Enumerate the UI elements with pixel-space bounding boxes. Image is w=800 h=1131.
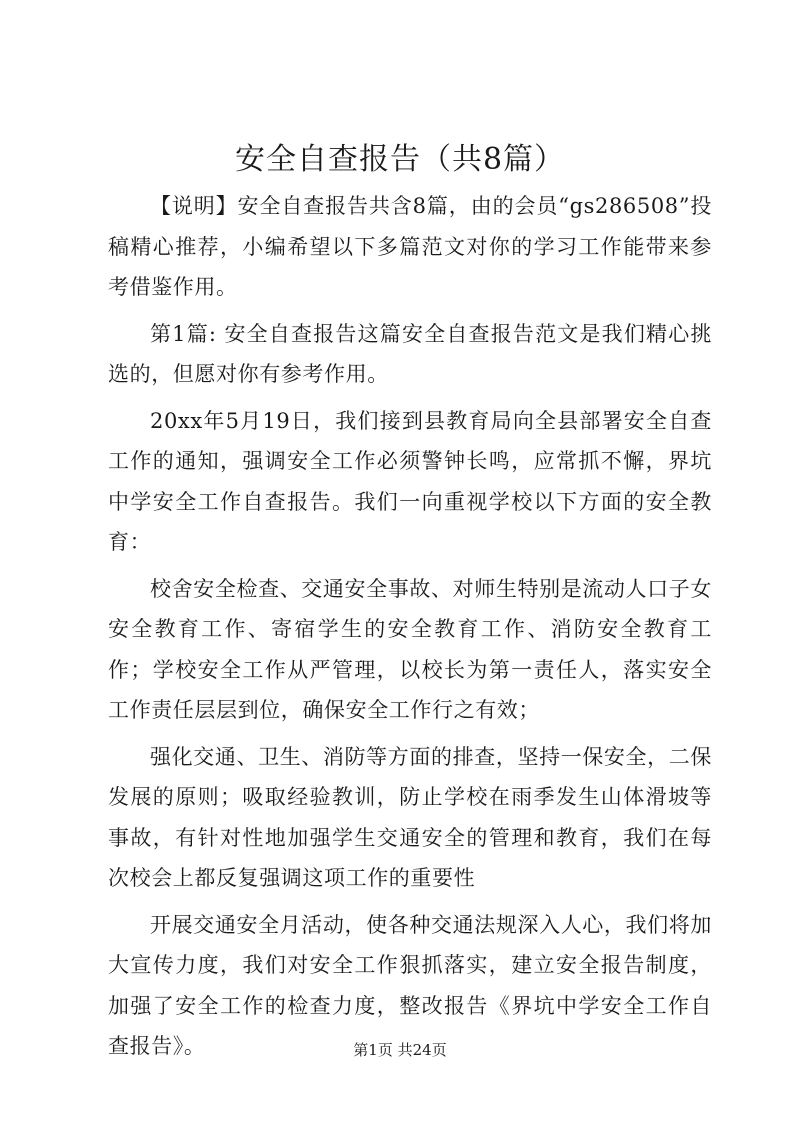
document-body [108, 186, 712, 1073]
paragraph-notice: 20xx年5月19日，我们接到县教育局向全县部署安全自查工作的通知，强调安全工作必须警钟长鸣，应常抓不懈，界坑中学安全工作自查报告。我们一向重视学校以下方面的安全教育： [108, 408, 712, 554]
page-number-footer: 第1页 共24页 [353, 1041, 447, 1059]
paragraph-traffic-month: 开展交通安全月活动，使各种交通法规深入人心，我们将加大宣传力度，我们对安全工作狠抓落实，建立安全报告制度，加强了安全工作的检查力度，整改报告《界坑中学安全工作自查报告》。 [108, 912, 712, 1058]
paragraph-chapter-heading: 第1篇: 安全自查报告这篇安全自查报告范文是我们精心挑选的，但愿对你有参考作用。 [108, 321, 712, 386]
paragraph-intro: 【说明】安全自查报告共含8篇，由的会员“gs286508”投稿精心推荐，小编希望以下多篇范文对你的学习工作能带来参考借鉴作用。 [108, 194, 712, 299]
document-title: 安全自查报告（共8篇） [234, 142, 566, 177]
paragraph-inspection: 强化交通、卫生、消防等方面的排查，坚持一保安全，二保发展的原则；吸取经验教训，防止学校在雨季发生山体滑坡等事故，有针对性地加强学生交通安全的管理和教育，我们在每次校会上都反复强调这项工作的重要性 [108, 744, 712, 890]
paragraph-safety-items: 校舍安全检查、交通安全事故、对师生特别是流动人口子女安全教育工作、寄宿学生的安全教育工作、消防安全教育工作；学校安全工作从严管理，以校长为第一责任人，落实安全工作责任层层到位，确保安全工作行之有效； [108, 576, 712, 722]
